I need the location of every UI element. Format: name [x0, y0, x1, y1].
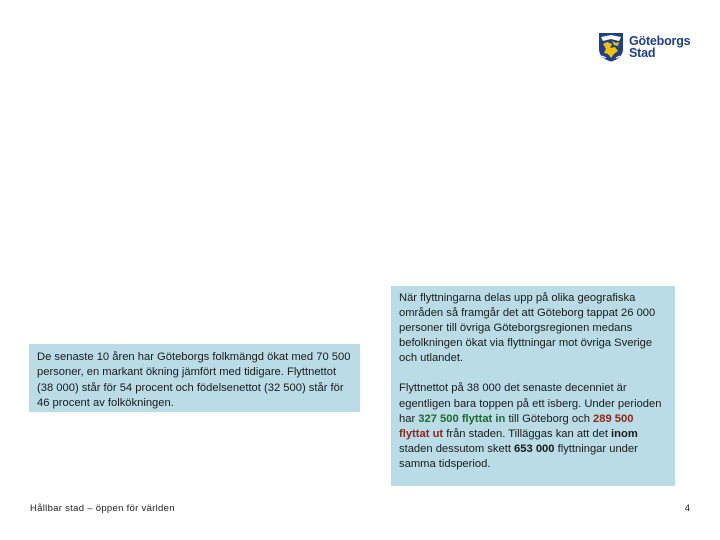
migration-text-c: från staden. Tilläggas kan att det: [443, 427, 612, 440]
population-growth-box: [29, 344, 360, 412]
footer-tagline: Hållbar stad – öppen för världen: [30, 503, 175, 514]
goteborgs-stad-logo: [598, 30, 698, 64]
migration-text-a: Flyttnettot på 38 000 det senaste decenniet är egentligen bara toppen på ett isberg. Under perioden har: [399, 382, 662, 425]
migration-box: [391, 286, 675, 486]
page-number: 4: [684, 503, 690, 514]
within-highlight: inom: [611, 427, 638, 440]
moved-in-highlight: 327 500 flyttat in: [418, 412, 506, 425]
internal-moves-highlight: 653 000: [514, 442, 555, 455]
city-crest-icon: [598, 32, 624, 62]
migration-text-d: staden dessutom skett: [399, 442, 515, 455]
migration-text-b: till Göteborg och: [505, 412, 594, 425]
population-growth-text: De senaste 10 åren har Göteborgs folkmängd ökat med 70 500 personer, en markant ökning jämfört med tidigare. Flyttnettot (38 000) står för 54 procent och födelsenettot (32 500) står för 46 procent av folkökningen.: [37, 351, 351, 409]
migration-text-e: flyttningar under samma tidsperiod.: [399, 442, 638, 470]
migration-paragraph-2: [399, 381, 667, 472]
migration-paragraph-1: När flyttningarna delas upp på olika geografiska områden så framgår det att Göteborg tappat 26 000 personer till övriga Göteborgsregionen medans befolkningen ökat via flyttningar mot övriga Sverige och utlandet.: [399, 292, 656, 365]
logo-wordmark: [629, 35, 690, 60]
logo-line-2: Stad: [629, 46, 656, 60]
moved-out-highlight: 289 500 flyttat ut: [399, 412, 634, 440]
logo-line-1: Göteborgs: [629, 33, 691, 48]
